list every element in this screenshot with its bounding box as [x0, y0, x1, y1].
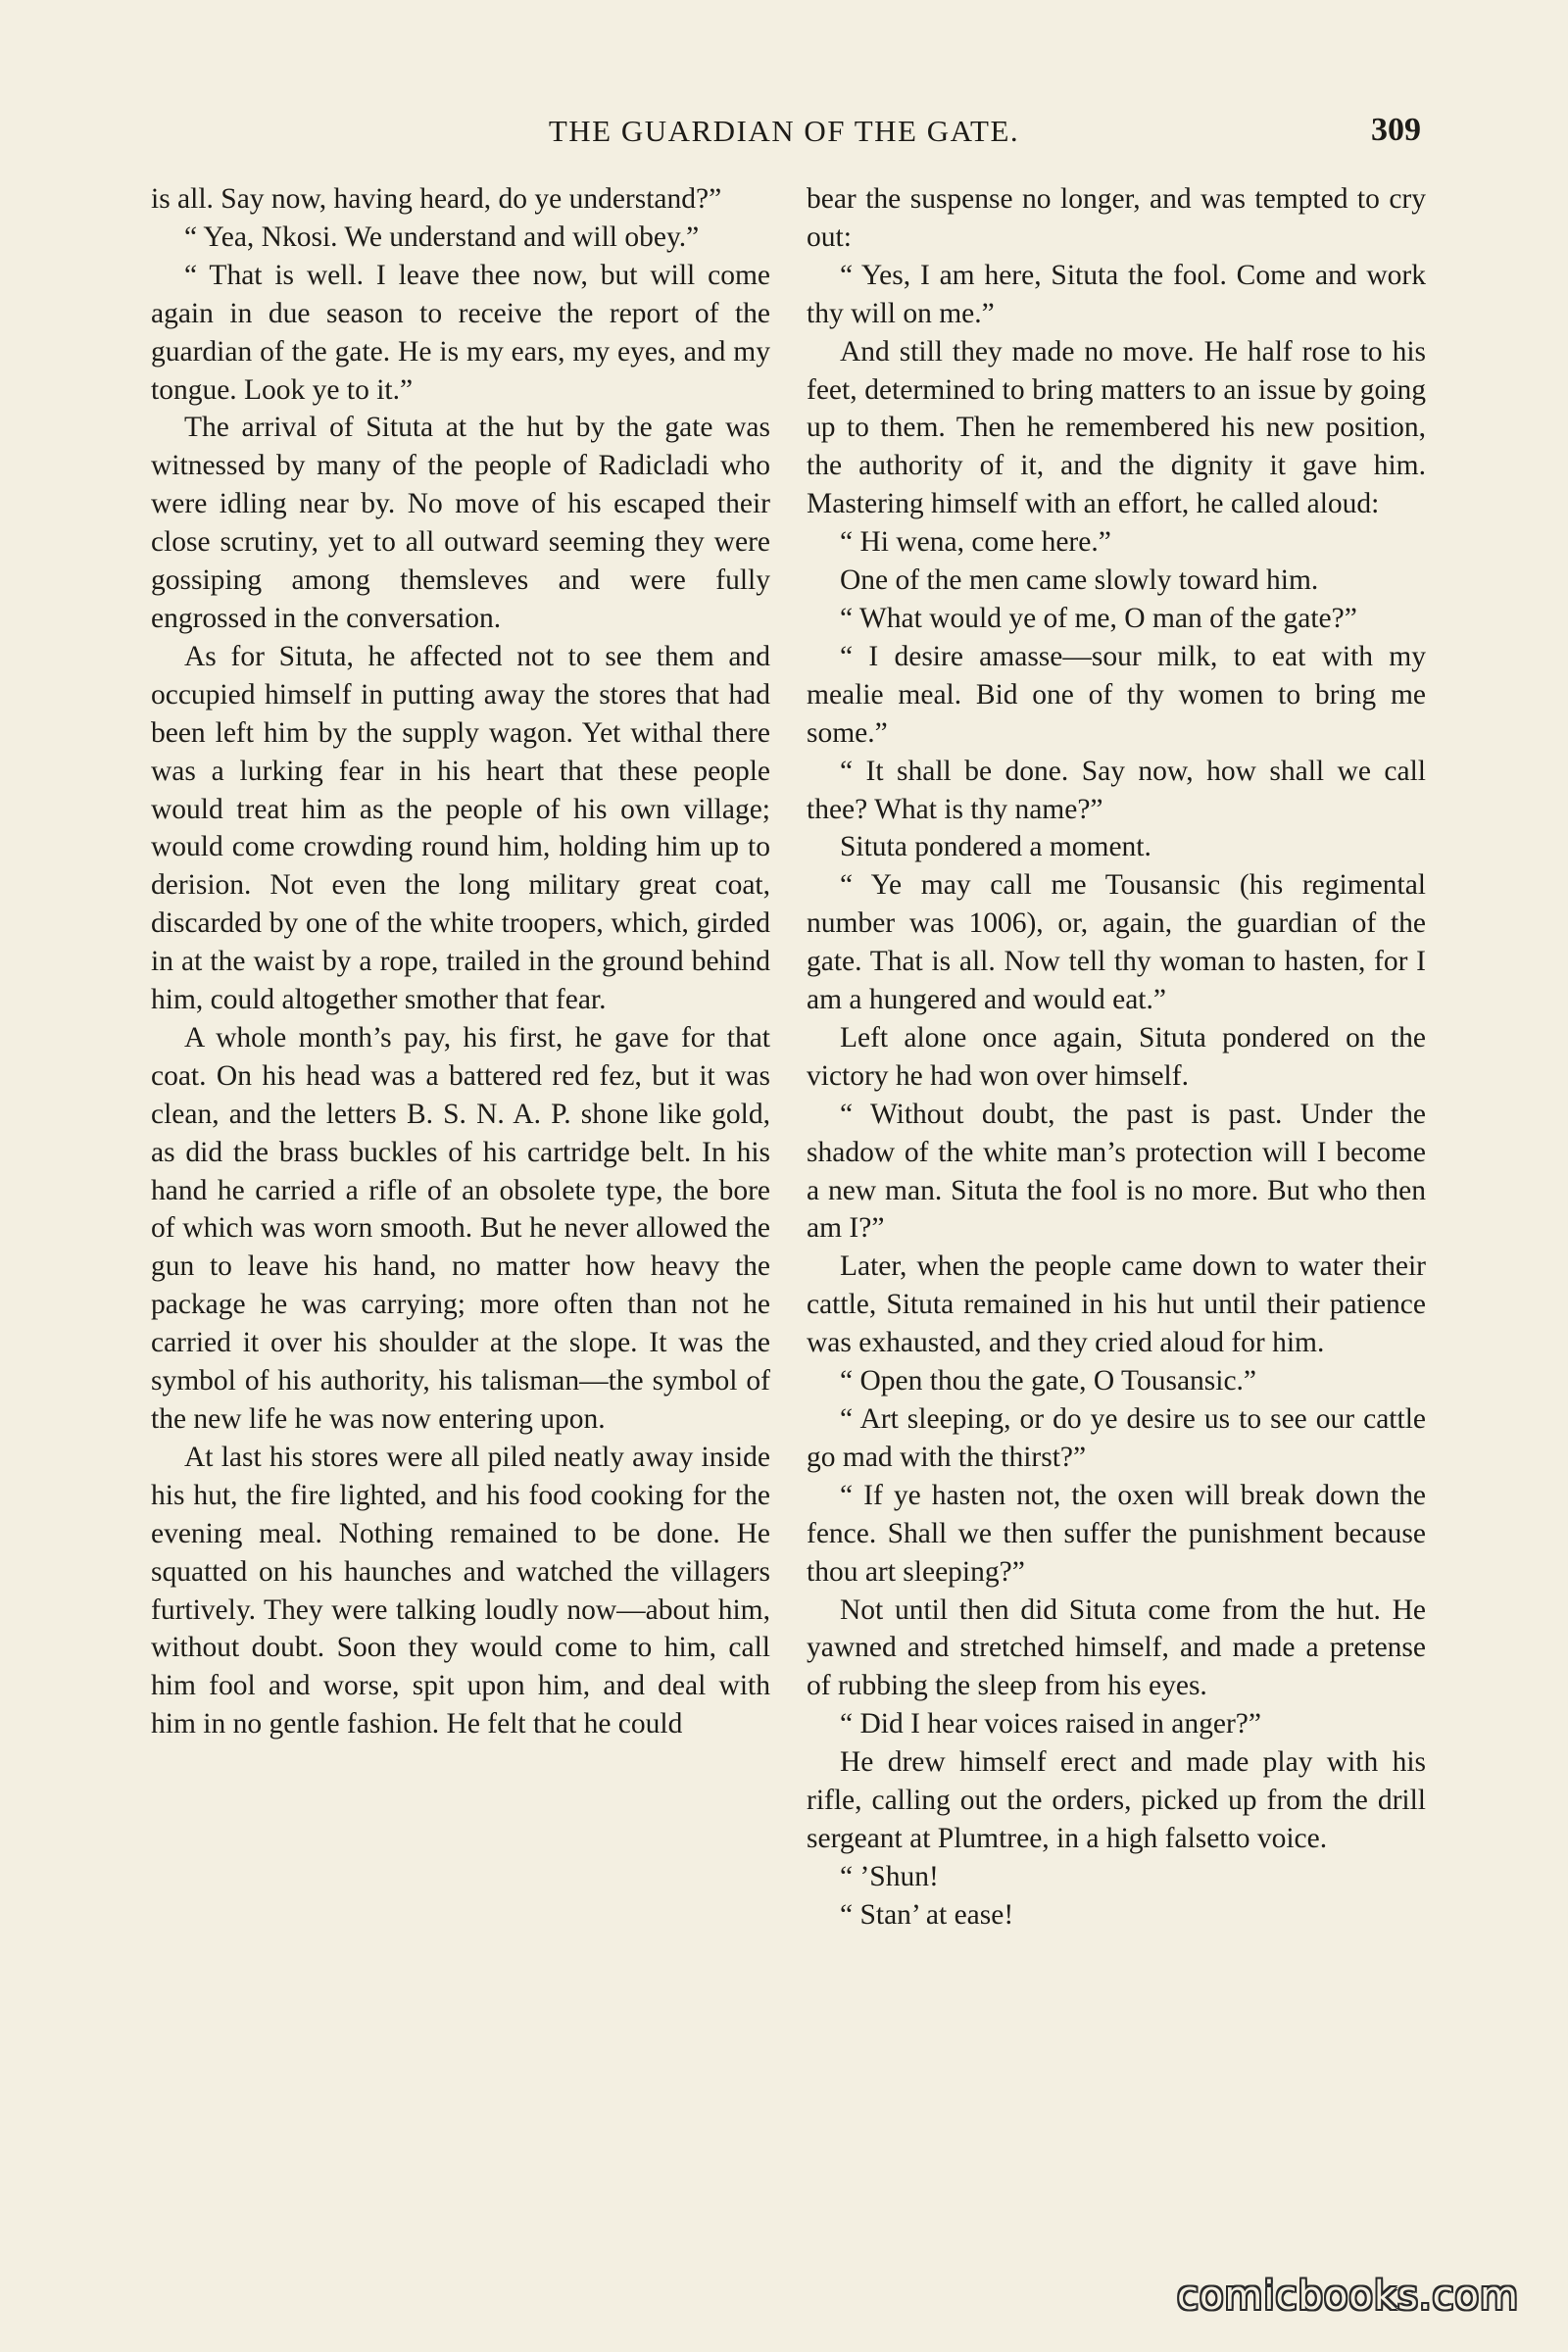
- left-column: [151, 180, 770, 1743]
- paragraph: “ It shall be done. Say now, how shall we call thee? What is thy name?”: [807, 755, 1426, 825]
- paragraph: “ What would ye of me, O man of the gate?”: [840, 602, 1357, 634]
- paragraph: As for Situta, he affected not to see them and occupied himself in putting away the stores that had been left him by the supply wagon. Yet withal there was a lurking fear in his heart that these people would treat him as the people of his own village; would come crowding round him, holding him up to derision. Not even the long military great coat, discarded by one of the white troopers, which, girded in at the waist by a rope, trailed in the ground behind him, could altogether smother that fear.: [151, 640, 770, 1016]
- page-number: 309: [1371, 112, 1421, 148]
- watermark-logo: comicbooks.com: [1176, 2274, 1519, 2319]
- paragraph: “ Hi wena, come here.”: [840, 526, 1111, 559]
- paragraph: “ Yes, I am here, Situta the fool. Come and work thy will on me.”: [807, 259, 1426, 329]
- paragraph: bear the suspense no longer, and was tempted to cry out:: [807, 183, 1426, 253]
- paragraph: Later, when the people came down to water their cattle, Situta remained in his hut until their patience was exhausted, and they cried aloud for him.: [807, 1250, 1426, 1359]
- paragraph: “ Ye may call me Tousansic (his regimental number was 1006), or, again, the guardian of the gate. That is all. Now tell thy woman to hasten, for I am a hungered and would eat.”: [807, 869, 1426, 1016]
- paragraph: “ Stan’ at ease!: [840, 1898, 1014, 1931]
- paragraph: “ Art sleeping, or do ye desire us to see our cattle go mad with the thirst?”: [807, 1403, 1426, 1473]
- paragraph: is all. Say now, having heard, do ye understand?”: [151, 183, 722, 215]
- paragraph: And still they made no move. He half rose to his feet, determined to bring matters to an issue by going up to them. Then he remembered his new position, the authority of it, and the dignity it gave him. Mastering himself with an effort, he called aloud:: [807, 335, 1426, 520]
- paragraph: The arrival of Situta at the hut by the gate was witnessed by many of the people of Radicladi who were idling near by. No move of his escaped their close scrutiny, yet to all outward seeming they were gossiping among themsleves and were fully engrossed in the conversation.: [151, 412, 770, 634]
- paragraph: “ Without doubt, the past is past. Under the shadow of the white man’s protection will I become a new man. Situta the fool is no more. But who then am I?”: [807, 1098, 1426, 1245]
- paragraph: “ Yea, Nkosi. We understand and will obey.”: [184, 220, 700, 253]
- paragraph: He drew himself erect and made play with his rifle, calling out the orders, picked up from the drill sergeant at Plumtree, in a high falsetto voice.: [807, 1746, 1426, 1854]
- paragraph: “ ’Shun!: [840, 1860, 939, 1892]
- paragraph: “ If ye hasten not, the oxen will break down the fence. Shall we then suffer the punishment because thou art sleeping?”: [807, 1479, 1426, 1588]
- paragraph: Situta pondered a moment.: [840, 831, 1152, 863]
- running-title: THE GUARDIAN OF THE GATE.: [548, 114, 1020, 148]
- running-head: [147, 110, 1421, 159]
- paragraph: Not until then did Situta come from the hut. He yawned and stretched himself, and made a pretense of rubbing the sleep from his eyes.: [807, 1593, 1426, 1702]
- paragraph: Left alone once again, Situta pondered on the victory he had won over himself.: [807, 1021, 1426, 1092]
- paragraph: “ That is well. I leave thee now, but will come again in due season to receive the report of the guardian of the gate. He is my ears, my eyes, and my tongue. Look ye to it.”: [151, 259, 770, 406]
- paragraph: “ I desire amasse—sour milk, to eat with my mealie meal. Bid one of thy women to bring me some.”: [807, 640, 1426, 749]
- paragraph: At last his stores were all piled neatly away inside his hut, the fire lighted, and his food cooking for the evening meal. Nothing remained to be done. He squatted on his haunches and watched the villagers furtively. They were talking loudly now—about him, without doubt. Soon they would come to him, call him fool and worse, spit upon him, and deal with him in no gentle fashion. He felt that he could: [151, 1441, 770, 1740]
- paragraph: “ Did I hear voices raised in anger?”: [840, 1708, 1261, 1740]
- paragraph: “ Open thou the gate, O Tousansic.”: [840, 1365, 1257, 1397]
- paragraph: A whole month’s pay, his first, he gave for that coat. On his head was a battered red fez, but it was clean, and the letters B. S. N. A. P. shone like gold, as did the brass buckles of his cartridge belt. In his hand he carried a rifle of an obsolete type, the bore of which was worn smooth. But he never allowed the gun to leave his hand, no matter how heavy the package he was carrying; more often than not he carried it over his shoulder at the slope. It was the symbol of his authority, his talisman—the symbol of the new life he was now entering upon.: [151, 1021, 770, 1435]
- paragraph: One of the men came slowly toward him.: [840, 564, 1319, 597]
- right-column: [807, 180, 1426, 1935]
